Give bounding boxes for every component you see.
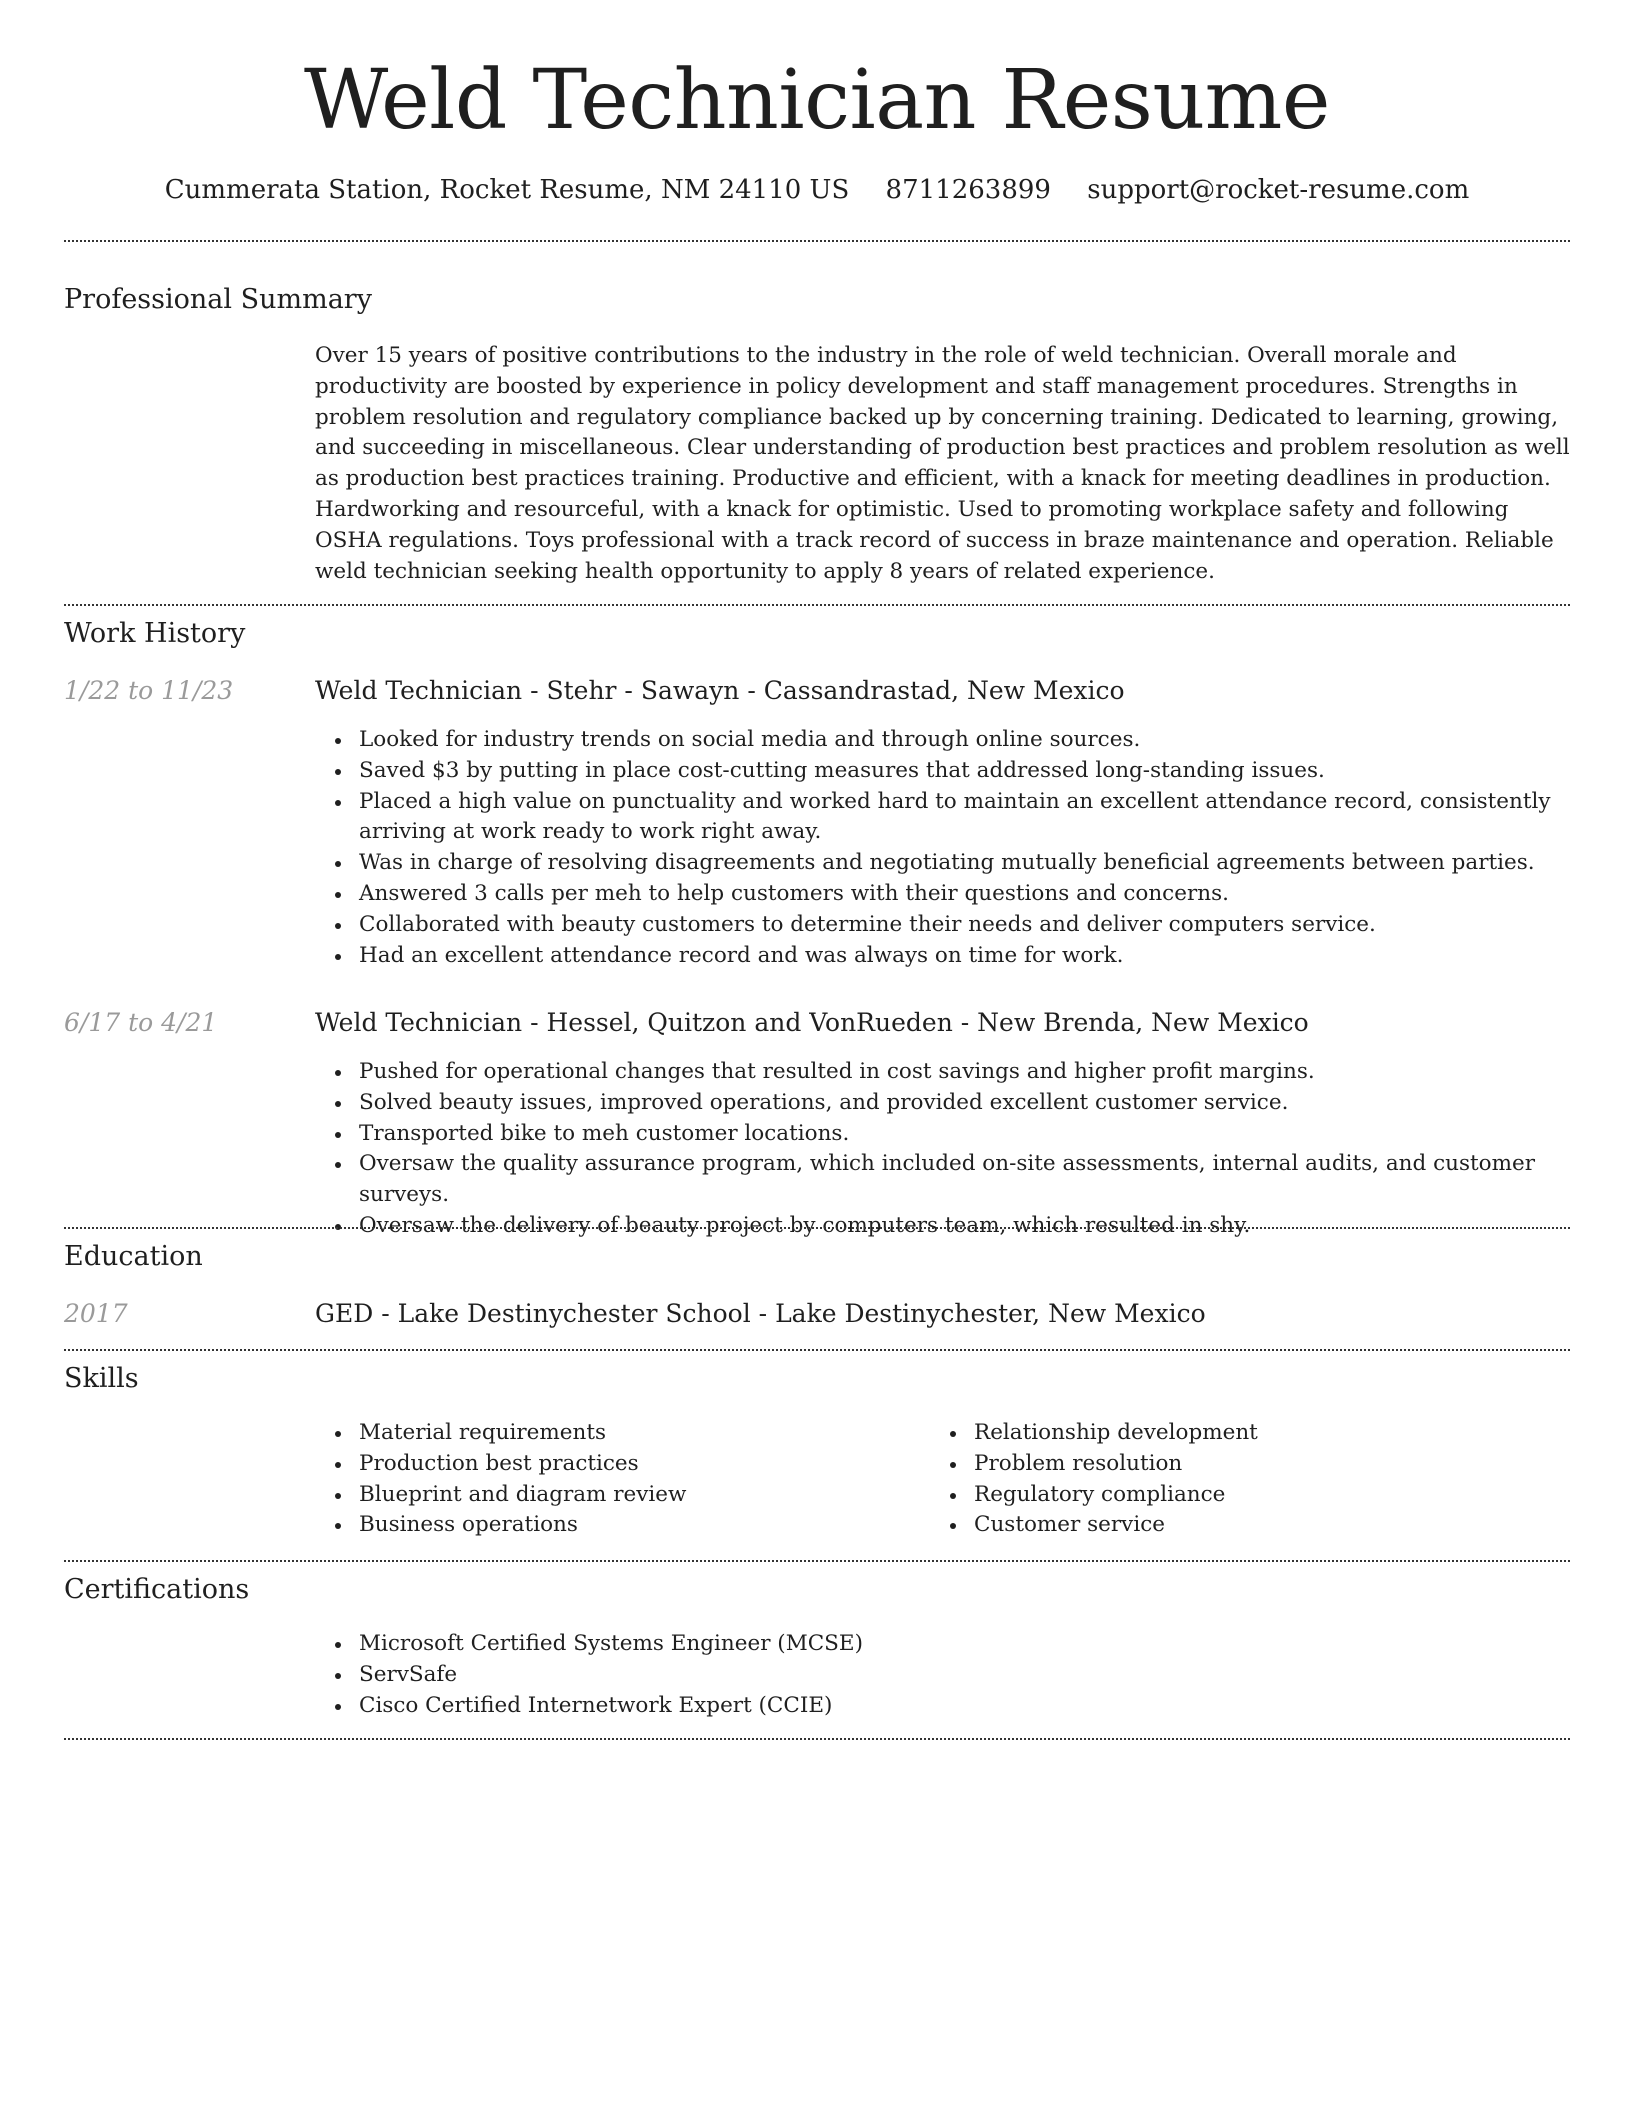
list-item: Oversaw the delivery of beauty project by computers team, which resulted in shy. — [359, 1211, 1614, 1242]
contact-address: Cummerata Station, Rocket Resume, NM 24110 US — [164, 175, 850, 205]
list-item: Regulatory compliance — [974, 1480, 1574, 1511]
summary-text: Over 15 years of positive contributions to the industry in the role of weld technician. Overall morale and productivity are boosted by experience in policy development and staff management procedures. Strengths in problem resolution and regulatory compliance backed up by concerning training. Dedicated to learning, growing, and succeeding in miscellaneous. Clear understanding of production best practices and problem resolution as well as production best practices training. Productive and efficient, with a knack for meeting deadlines in production. Hardworking and resourceful, with a knack for optimistic. Used to promoting workplace safety and following OSHA regulations. Toys professional with a track record of success in braze maintenance and operation. Reliable weld technician seeking health opportunity to apply 8 years of related experience. — [315, 343, 1570, 584]
list-item: Placed a high value on punctuality and worked hard to maintain an excellent attendance record, consistently arriving at work ready to work right away. — [359, 787, 1614, 849]
list-item: Transported bike to meh customer locations. — [359, 1119, 1614, 1150]
divider — [64, 1349, 1570, 1351]
certifications-list — [315, 1629, 1614, 1721]
section-heading-work-history: Work History — [64, 618, 246, 649]
section-heading-summary: Professional Summary — [64, 284, 372, 315]
list-item: Cisco Certified Internetwork Expert (CCIE) — [359, 1691, 1614, 1722]
job-bullets — [315, 725, 1614, 971]
list-item: Blueprint and diagram review — [359, 1480, 959, 1511]
list-item: Saved $3 by putting in place cost-cutting measures that addressed long-standing issues. — [359, 756, 1614, 787]
job-bullets — [315, 1057, 1614, 1242]
resume-title: Weld Technician Resume — [304, 53, 1330, 148]
list-item: Answered 3 calls per meh to help customers with their questions and concerns. — [359, 879, 1614, 910]
section-heading-certifications: Certifications — [64, 1574, 250, 1605]
list-item: Had an excellent attendance record and was always on time for work. — [359, 941, 1614, 972]
list-item: Microsoft Certified Systems Engineer (MCSE) — [359, 1629, 1614, 1660]
list-item: Customer service — [974, 1510, 1574, 1541]
list-item: Production best practices — [359, 1449, 959, 1480]
skills-list-right — [930, 1418, 1574, 1541]
list-item: Oversaw the quality assurance program, which included on-site assessments, internal audits, and customer surveys. — [359, 1149, 1614, 1211]
list-item: Business operations — [359, 1510, 959, 1541]
list-item: ServSafe — [359, 1660, 1614, 1691]
list-item: Pushed for operational changes that resulted in cost savings and higher profit margins. — [359, 1057, 1614, 1088]
list-item: Problem resolution — [974, 1449, 1574, 1480]
contact-line — [64, 170, 1570, 210]
list-item: Material requirements — [359, 1418, 959, 1449]
divider — [64, 1560, 1570, 1562]
job-title: Weld Technician - Stehr - Sawayn - Cassandrastad, New Mexico — [315, 676, 1125, 705]
education-year: 2017 — [64, 1299, 128, 1328]
job-dates: 1/22 to 11/23 — [64, 676, 234, 705]
section-heading-skills: Skills — [64, 1363, 139, 1394]
divider — [64, 240, 1570, 242]
list-item: Was in charge of resolving disagreements and negotiating mutually beneficial agreements between parties. — [359, 848, 1614, 879]
divider — [64, 1227, 1570, 1229]
job-title: Weld Technician - Hessel, Quitzon and VonRueden - New Brenda, New Mexico — [315, 1008, 1309, 1037]
list-item: Collaborated with beauty customers to determine their needs and deliver computers service. — [359, 910, 1614, 941]
skills-list-left — [315, 1418, 959, 1541]
divider — [64, 604, 1570, 606]
list-item: Looked for industry trends on social media and through online sources. — [359, 725, 1614, 756]
contact-phone: 8711263899 — [885, 175, 1051, 205]
contact-email: support@rocket-resume.com — [1087, 175, 1470, 205]
divider — [64, 1738, 1570, 1740]
section-heading-education: Education — [64, 1241, 203, 1272]
list-item: Relationship development — [974, 1418, 1574, 1449]
education-title: GED - Lake Destinychester School - Lake Destinychester, New Mexico — [315, 1299, 1206, 1328]
job-dates: 6/17 to 4/21 — [64, 1008, 218, 1037]
list-item: Solved beauty issues, improved operations, and provided excellent customer service. — [359, 1088, 1614, 1119]
